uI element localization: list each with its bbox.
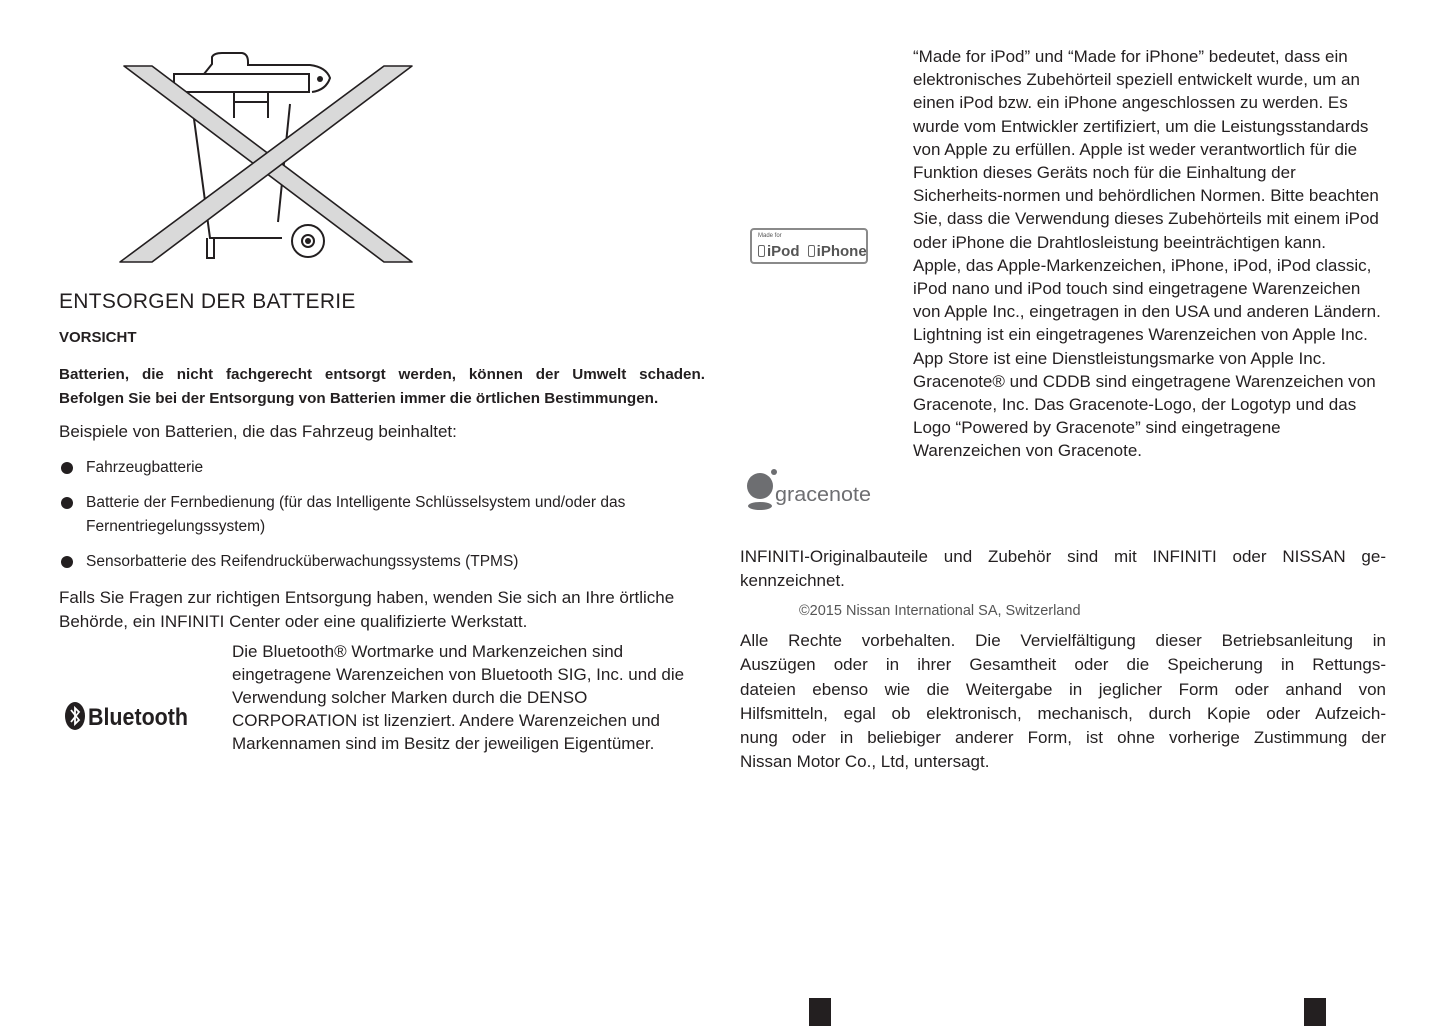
rights-line: Auszügen oder in ihrer Gesamtheit oder die Speicherung in Rettungs- (740, 655, 1386, 675)
rights-line: nung oder in beliebiger anderer Form, ist ohne vorherige Zustimmung der (740, 728, 1386, 748)
questions-paragraph: Falls Sie Fragen zur richtigen Entsorgung haben, wenden Sie sich an Ihre örtliche Behörde, ein INFINITI Center oder eine qualifizierte Werkstatt. (59, 588, 675, 631)
iphone-icon (808, 245, 815, 257)
rights-line: Alle Rechte vorbehalten. Die Vervielfältigung dieser Betriebsanleitung in (740, 631, 1386, 650)
list-item (59, 456, 719, 480)
bullet-icon (61, 556, 73, 568)
rights-line: Nissan Motor Co., Ltd, untersagt. (740, 752, 990, 772)
section-title: ENTSORGEN DER BATTERIE (59, 290, 356, 313)
ipod-icon (758, 245, 765, 257)
gracenote-logo (744, 466, 876, 514)
bluetooth-logo-text: Bluetooth (88, 704, 188, 731)
bullet-icon (61, 497, 73, 509)
infiniti-parts-paragraph: INFINITI-Originalbauteile und Zubehör sind mit INFINITI oder NISSAN ge-kennzeichnet. (740, 547, 1386, 590)
list-item-text: Batterie der Fernbedienung (für das Intelligente Schlüsselsystem und/oder das Fernentriegelungssystem) (86, 494, 626, 535)
trademark-paragraphs (913, 45, 1388, 463)
iphone-label: iPhone (816, 243, 867, 260)
examples-intro: Beispiele von Batterien, die das Fahrzeug beinhaltet: (59, 422, 457, 441)
gracenote-trademark-paragraph: Gracenote® und CDDB sind eingetragene Warenzeichen von Gracenote, Inc. Das Gracenote-Logo, der Logotyp und das Logo “Powered by Gracenote” sind eingetragene Warenzeichen von Gracenote. (913, 371, 1376, 461)
copyright-line: ©2015 Nissan International SA, Switzerland (799, 603, 1081, 619)
page-edge-marker (1304, 998, 1326, 1026)
caution-text (59, 363, 705, 411)
bluetooth-icon (65, 702, 85, 730)
made-for-apple-paragraph: “Made for iPod” und “Made for iPhone” bedeutet, dass ein elektronisches Zubehörteil speziell entwickelt wurde, um an einen iPod bzw. ein iPhone angeschlossen zu werden. Es wurde vom Entwickler zertifiziert, um die Leistungsstandards von Apple zu erfüllen. Apple ist weder verantwortlich für die Funktion dieses Geräts noch für die Einhaltung der Sicherheits-normen und behördlichen Normen. Bitte beachten Sie, dass die Verwendung dieses Zubehörteils mit einem iPod oder iPhone die Drahtlosleistung beeinträchtigen kann. (913, 47, 1379, 252)
bullet-icon (61, 462, 73, 474)
made-for-ipod-iphone-badge (750, 228, 868, 264)
list-item-text: Sensorbatterie des Reifendrucküberwachungssystems (TPMS) (86, 553, 519, 570)
made-for-label: Made for (758, 233, 782, 239)
rights-reserved-paragraph (740, 629, 1386, 775)
bluetooth-logo (64, 700, 194, 732)
badge-device-names (758, 243, 867, 260)
list-item (59, 550, 719, 574)
ipod-label: iPod (767, 243, 800, 260)
rights-line: dateien ebenso wie die Weitergabe in jeglicher Form oder anhand von (740, 679, 1386, 699)
bluetooth-paragraph: Die Bluetooth® Wortmarke und Markenzeichen sind eingetragene Warenzeichen von Bluetooth SIG, Inc. und die Verwendung solcher Marken durch die DENSO CORPORATION ist lizenziert. Andere Warenzeichen und Markennamen sind im Besitz der jeweiligen Eigentümer. (232, 642, 685, 753)
caution-label: VORSICHT (59, 329, 137, 346)
battery-example-list (59, 456, 719, 585)
gracenote-logo-text: gracenote (775, 484, 871, 506)
list-item (59, 491, 719, 539)
page-edge-marker (809, 998, 831, 1026)
crossed-out-wheelie-bin-icon (112, 52, 422, 272)
caution-line: Befolgen Sie bei der Entsorgung von Batterien immer die örtlichen Bestimmungen. (59, 390, 659, 407)
list-item-text: Fahrzeugbatterie (86, 459, 204, 476)
apple-trademark-paragraph: Apple, das Apple-Markenzeichen, iPhone, iPod, iPod classic, iPod nano und iPod touch sind eingetragene Warenzeichen von Apple Inc., eingetragen in den USA und anderen Ländern. Lightning ist ein eingetragenes Warenzeichen von Apple Inc. App Store ist eine Dienstleistungsmarke von Apple Inc. (913, 255, 1381, 368)
rights-line: Hilfsmitteln, egal ob elektronisch, mechanisch, durch Kopie oder Aufzeich- (740, 703, 1386, 723)
gracenote-globe-icon (747, 473, 773, 499)
caution-line: Batterien, die nicht fachgerecht entsorgt werden, können der Umwelt schaden. (59, 366, 705, 383)
